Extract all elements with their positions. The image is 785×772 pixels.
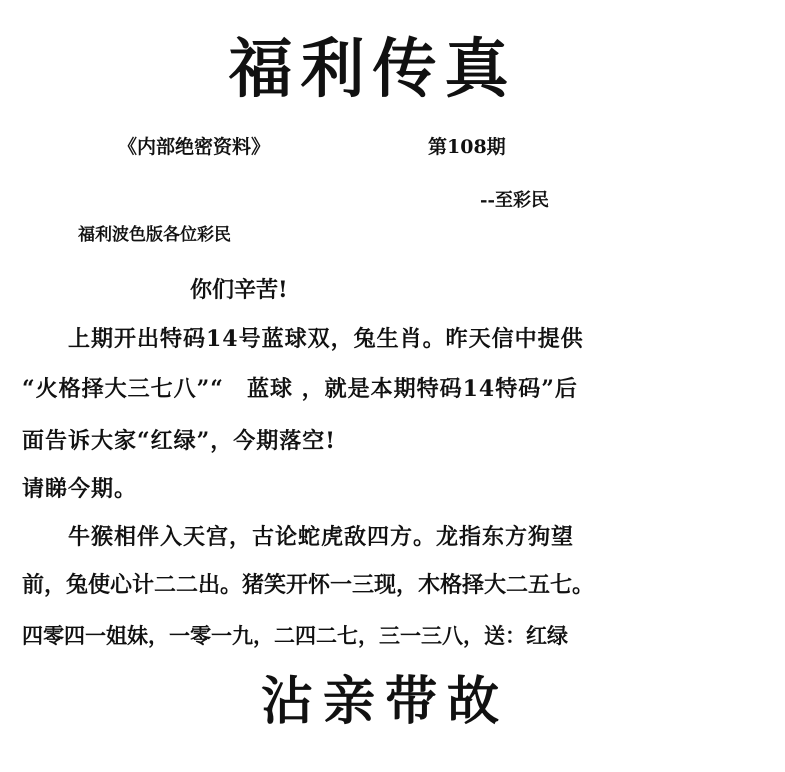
fax-title: 福利传真 bbox=[228, 32, 517, 107]
body-line-3: 面告诉大家“红绿”，今期落空! bbox=[22, 428, 336, 454]
body-line-6: 前，兔使心计二二出。猪笑开怀一三现，木格择大二五七。 bbox=[22, 572, 595, 598]
body-line-4: 请睇今期。 bbox=[22, 476, 138, 502]
sender-line: --至彩民 bbox=[480, 190, 549, 211]
issue-number: 第108期 bbox=[428, 136, 506, 158]
addressee-line: 福利波色版各位彩民 bbox=[78, 225, 231, 245]
greeting-line: 你们辛苦! bbox=[190, 277, 288, 303]
body-line-1: 上期开出特码14号蓝球双，兔生肖。昨天信中提供 bbox=[22, 326, 584, 352]
body-line-2: “火格择大三七八”“ 蓝球 ，就是本期特码14特码”后 bbox=[22, 376, 578, 402]
closing-phrase: 沾亲带故 bbox=[260, 671, 509, 732]
body-line-5: 牛猴相伴入天宫，古论蛇虎敌四方。龙指东方狗望 bbox=[22, 524, 575, 550]
confidential-label: 《内部绝密资料》 bbox=[118, 136, 271, 158]
body-line-7: 四零四一姐妹，一零一九，二四二七，三一三八，送：红绿 bbox=[22, 623, 568, 648]
